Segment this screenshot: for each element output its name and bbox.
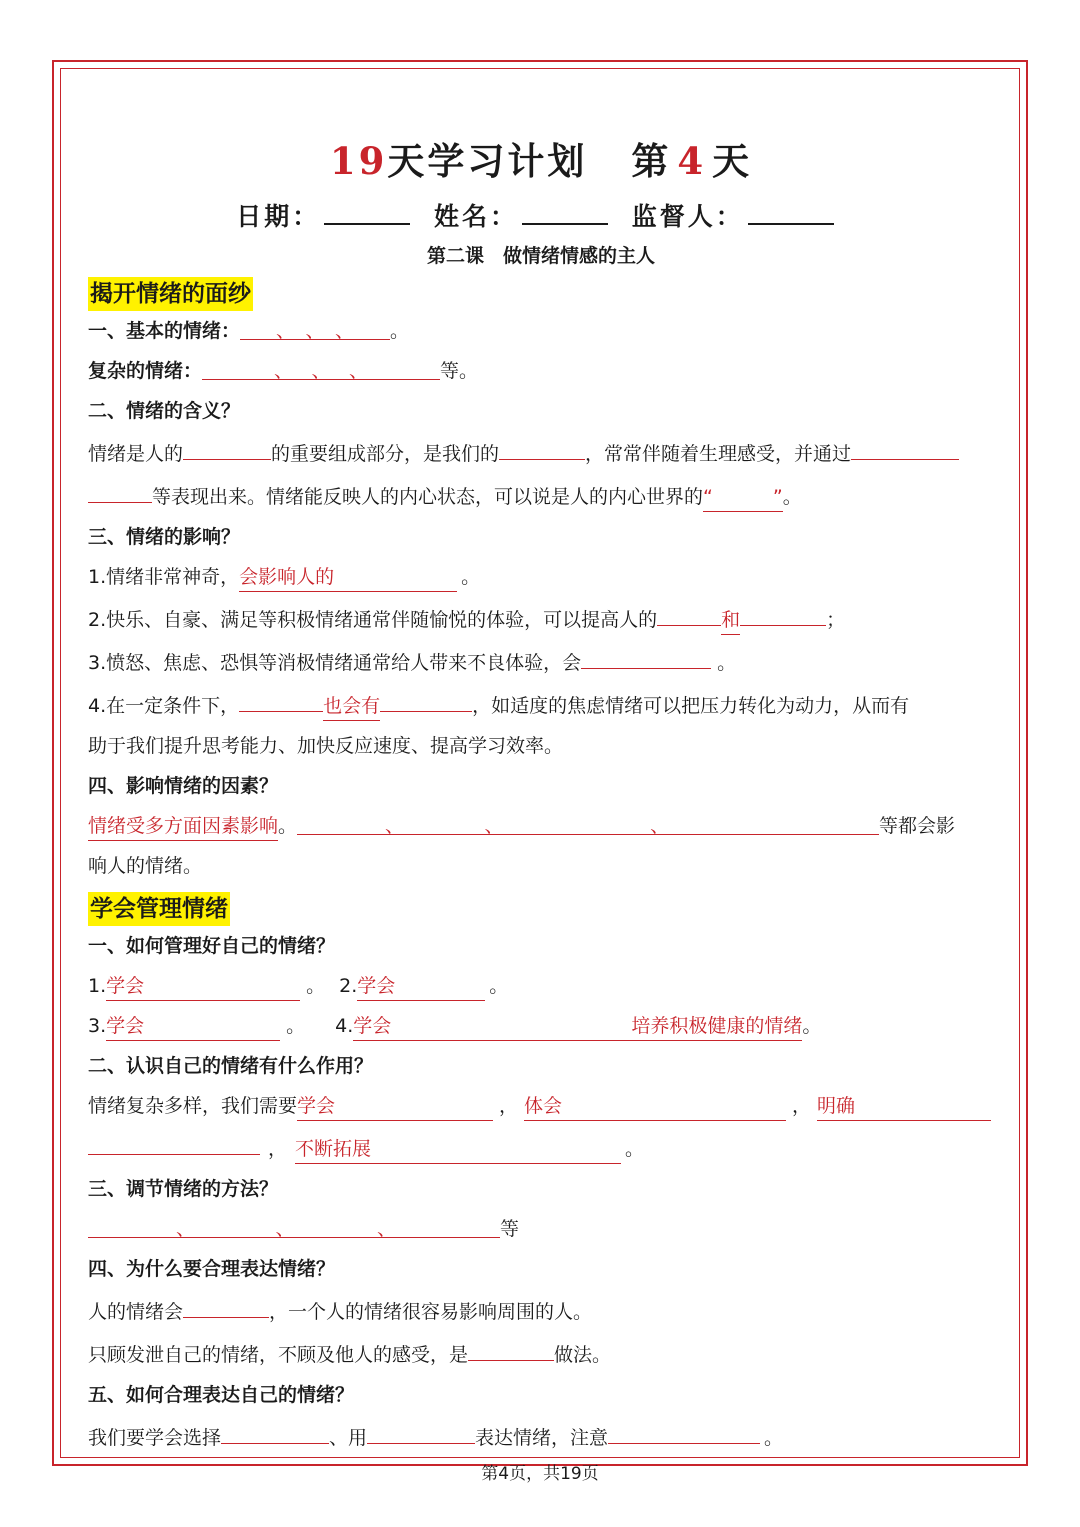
text: ，如适度的焦虑情绪可以把压力转化为动力，从而有 [472, 695, 910, 717]
date-field[interactable] [324, 197, 410, 225]
sep: 、 [311, 360, 322, 382]
sep: 、 [305, 320, 316, 342]
blank-hint[interactable]: 体会 [524, 1092, 786, 1121]
text: ； [826, 609, 846, 631]
blank-hint[interactable]: 也会有 [323, 692, 380, 721]
section-heading-2: 学会管理情绪 [88, 892, 230, 926]
sep: 、 [484, 815, 495, 837]
name-field[interactable] [522, 197, 608, 225]
text: 3.愤怒、焦虑、恐惧等消极情绪通常给人带来不良体验，会 [88, 652, 582, 674]
question-heading: 四、影响情绪的因素？ [88, 775, 279, 797]
hint: 学会 [353, 1015, 392, 1037]
text: ，常常伴随着生理感受，并通过 [585, 443, 852, 465]
blank[interactable] [657, 597, 721, 626]
blank[interactable] [88, 1126, 260, 1155]
comma: ， [268, 1138, 288, 1160]
period: 。 [306, 975, 326, 997]
text-line: 响人的情绪。 [88, 855, 203, 877]
text: 1.情绪非常神奇， [88, 566, 240, 588]
title-day-count: 19 [329, 139, 388, 183]
blank[interactable] [851, 431, 959, 460]
text: 人的情绪会 [88, 1301, 184, 1323]
sep: 、 [377, 1218, 397, 1240]
blank-factors[interactable] [297, 806, 879, 835]
text-line [88, 474, 994, 517]
text-line [88, 431, 994, 474]
info-row [88, 197, 994, 237]
text-line [88, 806, 994, 846]
blank-hint[interactable]: 明确 [817, 1092, 991, 1121]
text: 4.在一定条件下， [88, 695, 240, 717]
period: 。 [802, 1015, 822, 1037]
text-line [88, 1415, 994, 1458]
blank-hint[interactable]: 和 [721, 606, 740, 635]
comma: ， [499, 1095, 519, 1117]
period: 。 [764, 1427, 784, 1449]
text: 做法。 [554, 1344, 612, 1366]
supervisor-field[interactable] [748, 197, 834, 225]
period: 。 [717, 652, 737, 674]
blank[interactable] [380, 683, 472, 712]
blank[interactable] [740, 597, 826, 626]
question-complex-emotions [88, 351, 994, 391]
question-heading: 二、认识自己的情绪有什么作用？ [88, 1055, 374, 1077]
title-day-suffix: 天 [712, 139, 753, 183]
text-line: 助于我们提升思考能力、加快反应速度、提高学习效率。 [88, 735, 564, 757]
text: 2.快乐、自豪、满足等积极情绪通常伴随愉悦的体验，可以提高人的 [88, 609, 658, 631]
hint: 培养积极健康的情绪 [631, 1015, 803, 1037]
blank[interactable] [581, 640, 711, 669]
page-title [88, 135, 994, 187]
sep: 、 [650, 815, 670, 837]
period: 。 [489, 975, 509, 997]
lesson-title: 第二课 做情绪情感的主人 [426, 245, 655, 267]
blank-quote[interactable] [703, 483, 783, 512]
title-day-number: 4 [677, 139, 707, 183]
text: 情绪复杂多样，我们需要 [88, 1095, 298, 1117]
text-line [88, 1332, 994, 1375]
blank-hint[interactable]: 学会 [357, 972, 485, 1001]
text: 、用 [329, 1427, 368, 1449]
supervisor-label: 监督人： [631, 202, 744, 231]
item-number: 4. [335, 1015, 354, 1037]
text-line [88, 683, 994, 726]
text: 等都会影 [879, 815, 956, 837]
text-line [88, 966, 994, 1006]
blank-hint[interactable]: 不断拓展 [295, 1135, 621, 1164]
item-number: 1. [88, 975, 107, 997]
question-heading: 五、如何合理表达自己的情绪？ [88, 1384, 355, 1406]
text-line [88, 557, 994, 597]
period: 。 [390, 320, 410, 342]
text-line [88, 1086, 994, 1126]
period: 。 [286, 1015, 306, 1037]
period: 。 [782, 486, 802, 508]
end-text: 等。 [440, 360, 479, 382]
blank[interactable] [367, 1415, 475, 1444]
hint-text: 情绪受多方面因素影响 [88, 812, 278, 841]
sep: 、 [275, 320, 286, 342]
text: ，一个人的情绪很容易影响周围的人。 [269, 1301, 593, 1323]
date-label: 日期： [236, 202, 321, 231]
blank-hint[interactable]: 会影响人的 [239, 563, 457, 592]
blank-hint[interactable]: 学会 [297, 1092, 493, 1121]
text-line [88, 1209, 994, 1249]
section-heading-1: 揭开情绪的面纱 [88, 277, 253, 311]
period: 。 [461, 566, 481, 588]
blank[interactable] [468, 1332, 554, 1361]
blank-complex-emotions[interactable] [202, 351, 440, 380]
sep: 、 [176, 1218, 186, 1240]
text: 的重要组成部分，是我们的 [271, 443, 500, 465]
title-day-prefix: 第 [631, 139, 672, 183]
sep: 、 [273, 360, 284, 382]
item-number: 3. [88, 1015, 107, 1037]
blank-methods[interactable] [88, 1209, 500, 1238]
text-line [88, 597, 994, 640]
period: 。 [625, 1138, 645, 1160]
question-heading: 四、为什么要合理表达情绪？ [88, 1258, 336, 1280]
text: 情绪是人的 [88, 443, 184, 465]
sep: 、 [335, 320, 355, 342]
item-number: 2. [339, 975, 358, 997]
blank[interactable] [221, 1415, 329, 1444]
q-label: 一、基本的情绪： [88, 320, 241, 342]
text: 只顾发泄自己的情绪，不顾及他人的感受，是 [88, 1344, 469, 1366]
sep: 、 [349, 360, 369, 382]
q-label: 复杂的情绪： [88, 360, 203, 382]
question-heading: 二、情绪的含义？ [88, 400, 241, 422]
blank[interactable] [499, 431, 585, 460]
text-line [88, 1289, 994, 1332]
blank[interactable] [608, 1415, 760, 1444]
blank[interactable] [183, 431, 271, 460]
comma: ， [792, 1095, 812, 1117]
text: 我们要学会选择 [88, 1427, 222, 1449]
sep: 、 [275, 1218, 286, 1240]
quote: “ [703, 486, 713, 508]
title-plan: 天学习计划 [387, 139, 588, 183]
text-line [88, 640, 994, 683]
blank-basic-emotions[interactable] [240, 311, 390, 340]
page-number: 第4页，共19页 [481, 1464, 599, 1484]
question-basic-emotions [88, 311, 994, 351]
text: 等表现出来。情绪能反映人的内心状态，可以说是人的内心世界的 [152, 486, 704, 508]
sep: 、 [385, 815, 395, 837]
worksheet [88, 135, 994, 1458]
question-heading: 三、调节情绪的方法？ [88, 1178, 279, 1200]
text-line [88, 1006, 994, 1046]
blank[interactable] [88, 474, 152, 503]
name-label: 姓名： [433, 202, 518, 231]
end-text: 等 [500, 1218, 520, 1240]
blank-hint[interactable] [353, 1012, 802, 1041]
blank-hint[interactable]: 学会 [106, 972, 300, 1001]
question-heading: 一、如何管理好自己的情绪？ [88, 935, 336, 957]
text-line [88, 1126, 994, 1169]
blank[interactable] [239, 683, 323, 712]
blank-hint[interactable]: 学会 [106, 1012, 280, 1041]
blank[interactable] [183, 1289, 269, 1318]
question-heading: 三、情绪的影响？ [88, 526, 241, 548]
text: 表达情绪，注意 [475, 1427, 609, 1449]
quote: ” [772, 486, 783, 508]
period: 。 [278, 815, 298, 837]
